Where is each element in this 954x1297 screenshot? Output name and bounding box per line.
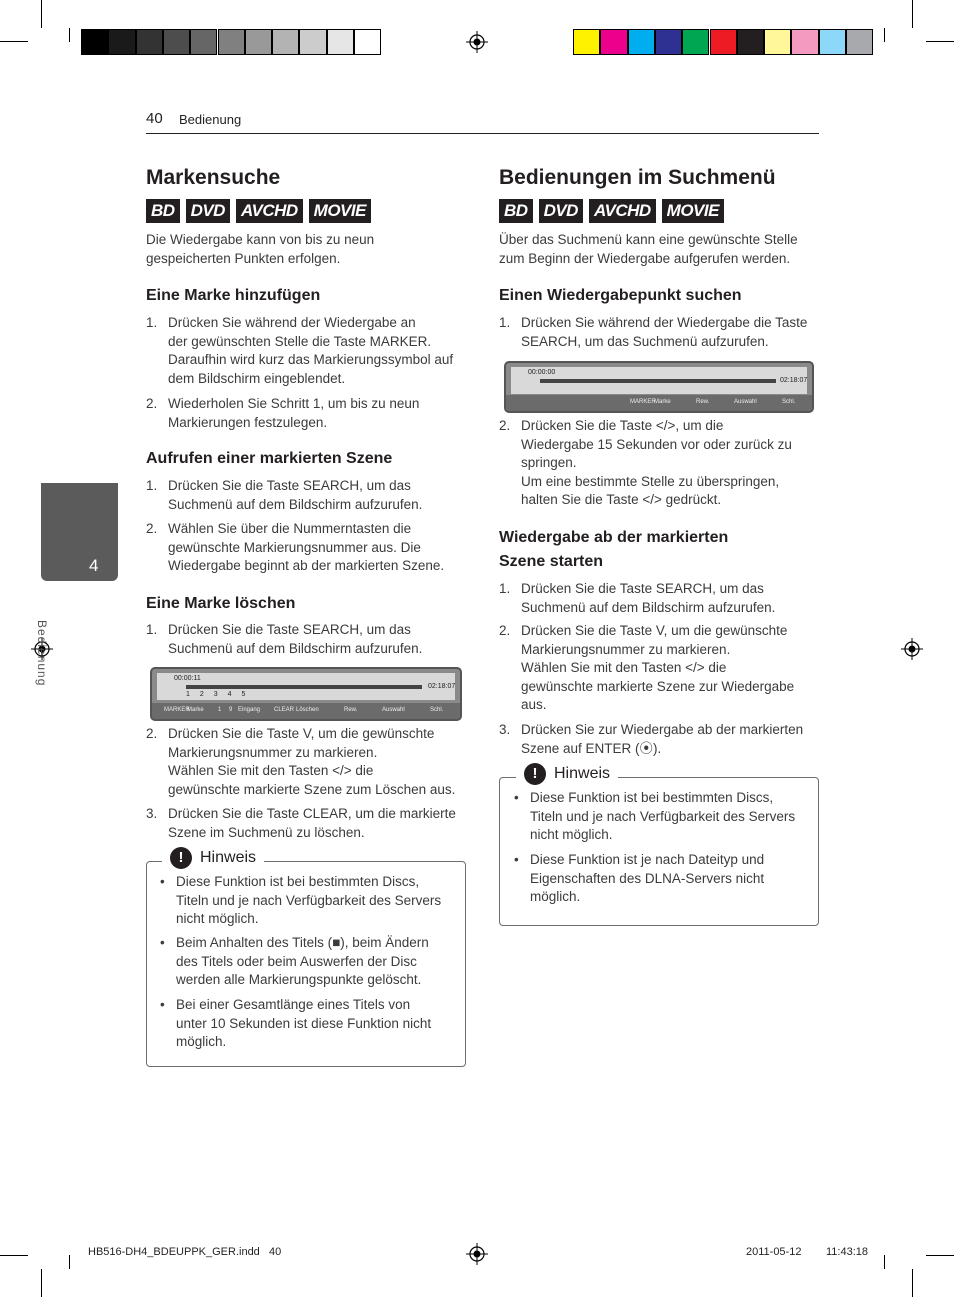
badge-bd: BD [146, 199, 180, 223]
list-item [499, 417, 829, 512]
exclamation-icon: ! [170, 847, 192, 869]
registration-mark-icon [466, 1243, 488, 1265]
format-badges [146, 199, 371, 223]
badge-avchd: AVCHD [236, 199, 303, 223]
footer-label: Auswahl [382, 707, 405, 713]
note-text: Beim Anhalten des Titels (■), beim Ändern des Titels oder beim Auswerfen der Disc werden alle Markierungspunkte gelöscht. [176, 935, 429, 988]
list-number: 1. [146, 622, 158, 637]
crop-mark [0, 1255, 28, 1256]
bullet-icon: • [160, 997, 165, 1012]
footer-label: Schl. [430, 707, 444, 713]
bullet-icon: • [514, 852, 519, 867]
color-swatch [846, 29, 873, 55]
list-item [499, 721, 829, 759]
color-swatch [655, 29, 682, 55]
slug-time: 11:43:18 [826, 1246, 869, 1258]
note-item [514, 851, 814, 908]
list-item [146, 395, 476, 433]
chapter-label: Bedienung [35, 620, 49, 687]
screen-footer [152, 703, 460, 719]
start-heading: Wiedergabe ab der markierten Szene starten [499, 529, 729, 570]
search-menu-screenshot [150, 667, 462, 721]
list-text: Drücken Sie die Taste SEARCH, um das Suchmenü auf dem Bildschirm aufzurufen. [521, 581, 776, 615]
note-item [514, 789, 814, 846]
footer-label: CLEAR [274, 707, 295, 713]
list-item [499, 314, 829, 352]
left-title: Markensuche [146, 166, 281, 189]
gray-swatch [354, 29, 381, 55]
list-number: 2. [146, 521, 158, 536]
note-title [516, 762, 618, 786]
chapter-number: 4 [89, 556, 99, 575]
badge-bd: BD [499, 199, 533, 223]
footer-label: Rew. [696, 399, 710, 405]
right-title: Bedienungen im Suchmenü [499, 166, 776, 189]
footer-label: 1 [218, 707, 222, 713]
note-text: Diese Funktion ist bei bestimmten Discs, Titeln und je nach Verfügbarkeit des Servers nicht möglich. [530, 790, 796, 843]
badge-movie: MOVIE [309, 199, 371, 223]
delete-heading: Eine Marke löschen [146, 595, 296, 612]
color-swatch [682, 29, 709, 55]
marker-numbers [186, 691, 249, 698]
color-swatch [791, 29, 818, 55]
time-start: 00:00:11 [174, 675, 201, 682]
footer-label: Marke [654, 399, 671, 405]
list-text: Drücken Sie die Taste </>, um die Wiedergabe 15 Sekunden vor oder zurück zu springen. Um eine bestimmte Stelle zu überspringen, halten Sie die Taste </> gedrückt. [521, 418, 792, 508]
badge-dvd: DVD [186, 199, 230, 223]
footer-label: Eingang [238, 707, 261, 713]
recall-heading: Aufrufen einer markierten Szene [146, 450, 393, 467]
list-number: 2. [146, 726, 158, 741]
slug-date: 2011-05-12 [746, 1246, 802, 1258]
gray-swatch [299, 29, 326, 55]
header-section: Bedienung [179, 112, 242, 127]
list-number: 1. [146, 478, 158, 493]
right-intro: Über das Suchmenü kann eine gewünschte Stelle zum Beginn der Wiedergabe aufgerufen werden. [499, 232, 798, 266]
list-number: 1. [499, 581, 511, 596]
crop-mark [41, 1269, 42, 1297]
footer-label: Löschen [296, 707, 319, 713]
marker-number: 2 [199, 691, 208, 698]
list-text: Drücken Sie die Taste SEARCH, um das Suchmenü auf dem Bildschirm aufzurufen. [168, 478, 423, 512]
note-item [160, 934, 460, 991]
page-number: 40 [146, 110, 163, 127]
list-number: 3. [146, 806, 158, 821]
list-number: 1. [499, 315, 511, 330]
crop-mark [912, 0, 913, 28]
note-title-text: Hinweis [200, 849, 257, 866]
color-swatch [600, 29, 627, 55]
list-number: 3. [499, 722, 511, 737]
list-number: 1. [146, 315, 158, 330]
badge-movie: MOVIE [662, 199, 724, 223]
gray-swatch [108, 29, 135, 55]
badge-avchd: AVCHD [589, 199, 656, 223]
list-number: 2. [499, 623, 511, 638]
chapter-tab [41, 483, 118, 581]
crop-mark [926, 41, 954, 42]
note-text: Bei einer Gesamtlänge eines Titels von unter 10 Sekunden ist diese Funktion nicht möglich. [176, 997, 432, 1050]
note-title-text: Hinweis [554, 765, 611, 782]
color-swatch [764, 29, 791, 55]
crop-mark [926, 1255, 954, 1256]
list-text: Drücken Sie während der Wiedergabe an der gewünschten Stelle die Taste MARKER. Daraufhin wird kurz das Markierungssymbol auf dem Bildschirm eingeblendet. [168, 315, 454, 386]
gray-swatch [81, 29, 108, 55]
header-rule [146, 133, 819, 134]
gray-swatch [163, 29, 190, 55]
list-item [499, 622, 829, 717]
marker-number: 1 [186, 691, 194, 698]
footer-label: Schl. [782, 399, 796, 405]
crop-mark [884, 1255, 885, 1269]
gray-swatch [245, 29, 272, 55]
footer-label: 9 [229, 707, 233, 713]
gray-swatch [272, 29, 299, 55]
search-menu-screenshot [504, 361, 814, 413]
note-item [160, 996, 460, 1053]
time-start: 00:00:00 [528, 369, 556, 376]
list-item [146, 725, 476, 801]
list-item [146, 805, 476, 843]
bullet-icon: • [160, 874, 165, 889]
gray-swatch [136, 29, 163, 55]
color-swatch [737, 29, 764, 55]
list-item [146, 621, 476, 659]
screen-footer [506, 395, 812, 411]
color-swatch [710, 29, 737, 55]
slug-file: HB516-DH4_BDEUPPK_GER.indd 40 [88, 1246, 282, 1258]
list-text: Wiederholen Sie Schritt 1, um bis zu neun Markierungen festzulegen. [168, 396, 420, 430]
list-text: Drücken Sie die Taste V, um die gewünschte Markierungsnummer zu markieren. Wählen Sie mit den Tasten </> die gewünschte markierte Szene zur Wiedergabe aus. [521, 623, 795, 713]
time-end: 02:18:07 [780, 377, 808, 384]
crop-mark [69, 1255, 70, 1269]
marker-number: 4 [227, 691, 236, 698]
list-item [499, 580, 829, 618]
exclamation-icon: ! [524, 763, 546, 785]
color-swatch [628, 29, 655, 55]
note-text: Diese Funktion ist bei bestimmten Discs, Titeln und je nach Verfügbarkeit des Servers nicht möglich. [176, 874, 442, 927]
list-text: Drücken Sie zur Wiedergabe ab der markierten Szene auf ENTER (⦿). [521, 722, 804, 756]
footer-label: Marke [187, 707, 204, 713]
list-text: Drücken Sie die Taste SEARCH, um das Suchmenü auf dem Bildschirm aufzurufen. [168, 622, 423, 656]
crop-mark [41, 0, 42, 28]
list-item [146, 477, 476, 515]
crop-mark [69, 28, 70, 42]
progress-bar [186, 685, 422, 689]
color-swatch [573, 29, 600, 55]
marker-number: 3 [213, 691, 222, 698]
list-text: Drücken Sie während der Wiedergabe die Taste SEARCH, um das Suchmenü aufzurufen. [521, 315, 808, 349]
list-text: Drücken Sie die Taste V, um die gewünschte Markierungsnummer zu markieren. Wählen Sie mit den Tasten </> die gewünschte markierte Szene zum Löschen aus. [168, 726, 456, 797]
marker-number: 5 [241, 691, 250, 698]
note-item [160, 873, 460, 930]
footer-label: Auswahl [734, 399, 757, 405]
crop-mark [912, 1269, 913, 1297]
list-text: Wählen Sie über die Nummerntasten die gewünschte Markierungsnummer aus. Die Wiedergabe beginnt ab der markierten Szene. [168, 521, 445, 574]
crop-mark [0, 41, 28, 42]
crop-mark [884, 28, 885, 42]
note-text: Diese Funktion ist je nach Dateityp und Eigenschaften des DLNA-Servers nicht möglich. [530, 852, 765, 905]
gray-swatch [218, 29, 245, 55]
time-end: 02:18:07 [428, 683, 456, 690]
left-intro: Die Wiedergabe kann von bis zu neun gespeicherten Punkten erfolgen. [146, 232, 375, 266]
registration-mark-icon [901, 638, 923, 660]
add-heading: Eine Marke hinzufügen [146, 287, 321, 304]
find-heading: Einen Wiedergabepunkt suchen [499, 287, 742, 304]
footer-label: MARKER [630, 399, 656, 405]
note-title [162, 846, 264, 870]
progress-bar [540, 379, 776, 383]
gray-swatch [190, 29, 217, 55]
color-swatch [819, 29, 846, 55]
bullet-icon: • [514, 790, 519, 805]
badge-dvd: DVD [539, 199, 583, 223]
bullet-icon: • [160, 935, 165, 950]
registration-mark-icon [466, 31, 488, 53]
list-number: 2. [146, 396, 158, 411]
format-badges [499, 199, 724, 223]
list-text: Drücken Sie die Taste CLEAR, um die markierte Szene im Suchmenü zu löschen. [168, 806, 456, 840]
list-item [146, 520, 476, 577]
list-item [146, 314, 476, 390]
footer-label: Rew. [344, 707, 358, 713]
list-number: 2. [499, 418, 511, 433]
footer-label: MARKER [164, 707, 190, 713]
gray-swatch [327, 29, 354, 55]
